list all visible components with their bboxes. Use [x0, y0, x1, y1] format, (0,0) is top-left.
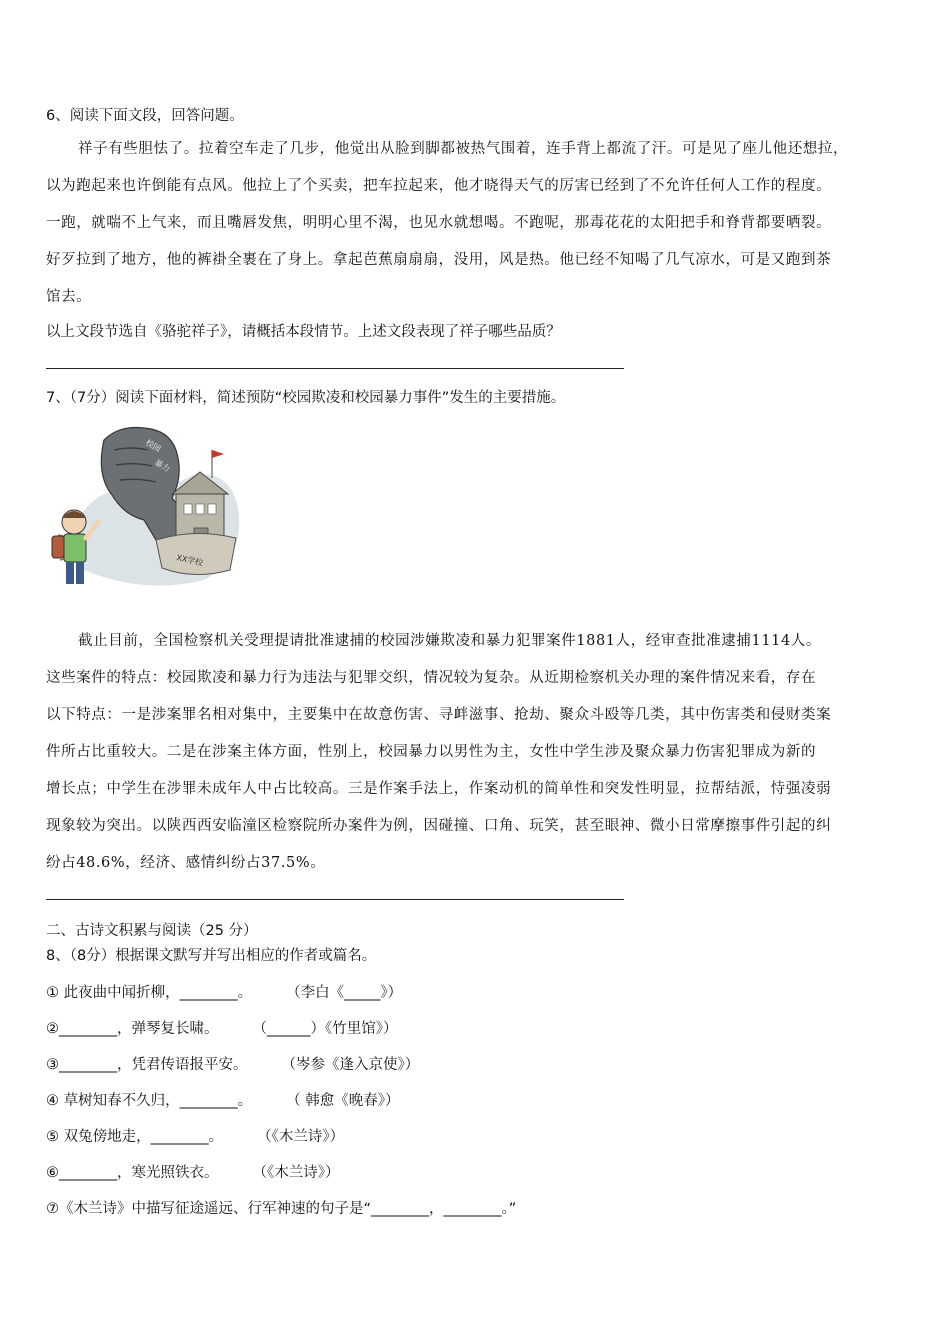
q7-material-line-5: 增长点；中学生在涉罪未成年人中占比较高。三是作案手法上，作案动机的简单性和突发性明显，拉帮结派，恃强凌弱 [46, 781, 832, 797]
q8-item-6-text: ⑥________，寒光照铁衣。 [46, 1165, 219, 1181]
question-8-title: 8、（8分）根据课文默写并写出相应的作者或篇名。 [46, 948, 377, 964]
q6-question: 以上文段节选自《骆驼祥子》，请概括本段情节。上述文段表现了祥子哪些品质？ [46, 324, 561, 340]
q7-material-line-4: 件所占比重较大。二是在涉案主体方面，性别上，校园暴力以男性为主，女性中学生涉及聚众暴力伤害犯罪成为新的 [46, 744, 817, 760]
q8-item-4 [46, 1089, 399, 1110]
q6-passage-line-2: 以为跑起来也许倒能有点风。他拉上了个买卖，把车拉起来，他才晓得天气的厉害已经到了不允许任何人工作的程度。 [46, 178, 832, 194]
q8-item-4-text: ④ 草树知春不久归，________。 [46, 1093, 253, 1109]
q8-item-7 [46, 1197, 516, 1218]
school-label: XX学校 [175, 553, 204, 568]
q8-item-6-source: （《木兰诗》） [252, 1165, 340, 1181]
q8-item-5-text: ⑤ 双兔傍地走，________。 [46, 1129, 224, 1145]
q8-item-1 [46, 981, 402, 1002]
q7-material-line-1: 截止目前，全国检察机关受理提请批准逮捕的校园涉嫌欺凌和暴力犯罪案件1881人，经审查批准逮捕1114人。 [78, 633, 821, 649]
q7-material-line-7: 纷占48.6%，经济、感情纠纷占37.5%。 [46, 855, 326, 871]
q6-passage-line-1: 祥子有些胆怯了。拉着空车走了几步，他觉出从脸到脚都被热气围着，连手背上都流了汗。可是见了座儿他还想拉， [78, 141, 849, 157]
q8-item-7-text: ⑦《木兰诗》中描写征途遥远、行军神速的句子是“________，________。” [46, 1201, 517, 1217]
q8-item-6 [46, 1161, 340, 1182]
q8-item-5 [46, 1125, 344, 1146]
q8-item-3 [46, 1053, 419, 1074]
q8-item-2-source: （______）《竹里馆》） [252, 1021, 398, 1037]
answer-line-q6 [46, 368, 624, 369]
q6-passage-line-3: 一跑，就喘不上气来，而且嘴唇发焦，明明心里不渴，也见水就想喝。不跑呢，那毒花花的太阳把手和脊背都要晒裂。 [46, 215, 832, 231]
question-7-title: 7、（7分）阅读下面材料，简述预防“校园欺凌和校园暴力事件”发生的主要措施。 [46, 390, 566, 406]
q6-passage-line-5: 馆去。 [46, 289, 92, 305]
school-bullying-illustration [44, 420, 244, 596]
section-2-title: 二、古诗文积累与阅读（25 分） [46, 923, 258, 939]
question-6-title: 6、阅读下面文段，回答问题。 [46, 108, 244, 124]
q8-item-1-text: ① 此夜曲中闻折柳，________。 [46, 985, 253, 1001]
q8-item-3-source: （岑参《逢入京使》） [281, 1057, 420, 1073]
q8-item-1-source: （李白《_____》） [286, 985, 403, 1001]
q7-material-line-2: 这些案件的特点：校园欺凌和暴力行为违法与犯罪交织，情况较为复杂。从近期检察机关办理的案件情况来看，存在 [46, 670, 817, 686]
q6-passage-line-4: 好歹拉到了地方，他的裤褂全裹在了身上。拿起芭蕉扇扇扇，没用，风是热。他已经不知喝了几气凉水，可是又跑到茶 [46, 252, 832, 268]
q8-item-2 [46, 1017, 398, 1038]
q7-material-line-3: 以下特点：一是涉案罪名相对集中，主要集中在故意伤害、寻衅滋事、抢劫、聚众斗殴等几类，其中伤害类和侵财类案 [46, 707, 832, 723]
q8-item-2-text: ②________，弹琴复长啸。 [46, 1021, 219, 1037]
q8-item-5-source: （《木兰诗》） [257, 1129, 345, 1145]
answer-line-q7 [46, 899, 624, 900]
fist-label-top: 校园 [144, 437, 163, 454]
fist-label-bottom: 暴力 [153, 457, 172, 474]
q7-material-line-6: 现象较为突出。以陕西西安临潼区检察院所办案件为例，因碰撞、口角、玩笑，甚至眼神、微小日常摩擦事件引起的纠 [46, 818, 832, 834]
q8-item-3-text: ③________，凭君传语报平安。 [46, 1057, 248, 1073]
q8-item-4-source: （ 韩愈《晚春》） [286, 1093, 400, 1109]
